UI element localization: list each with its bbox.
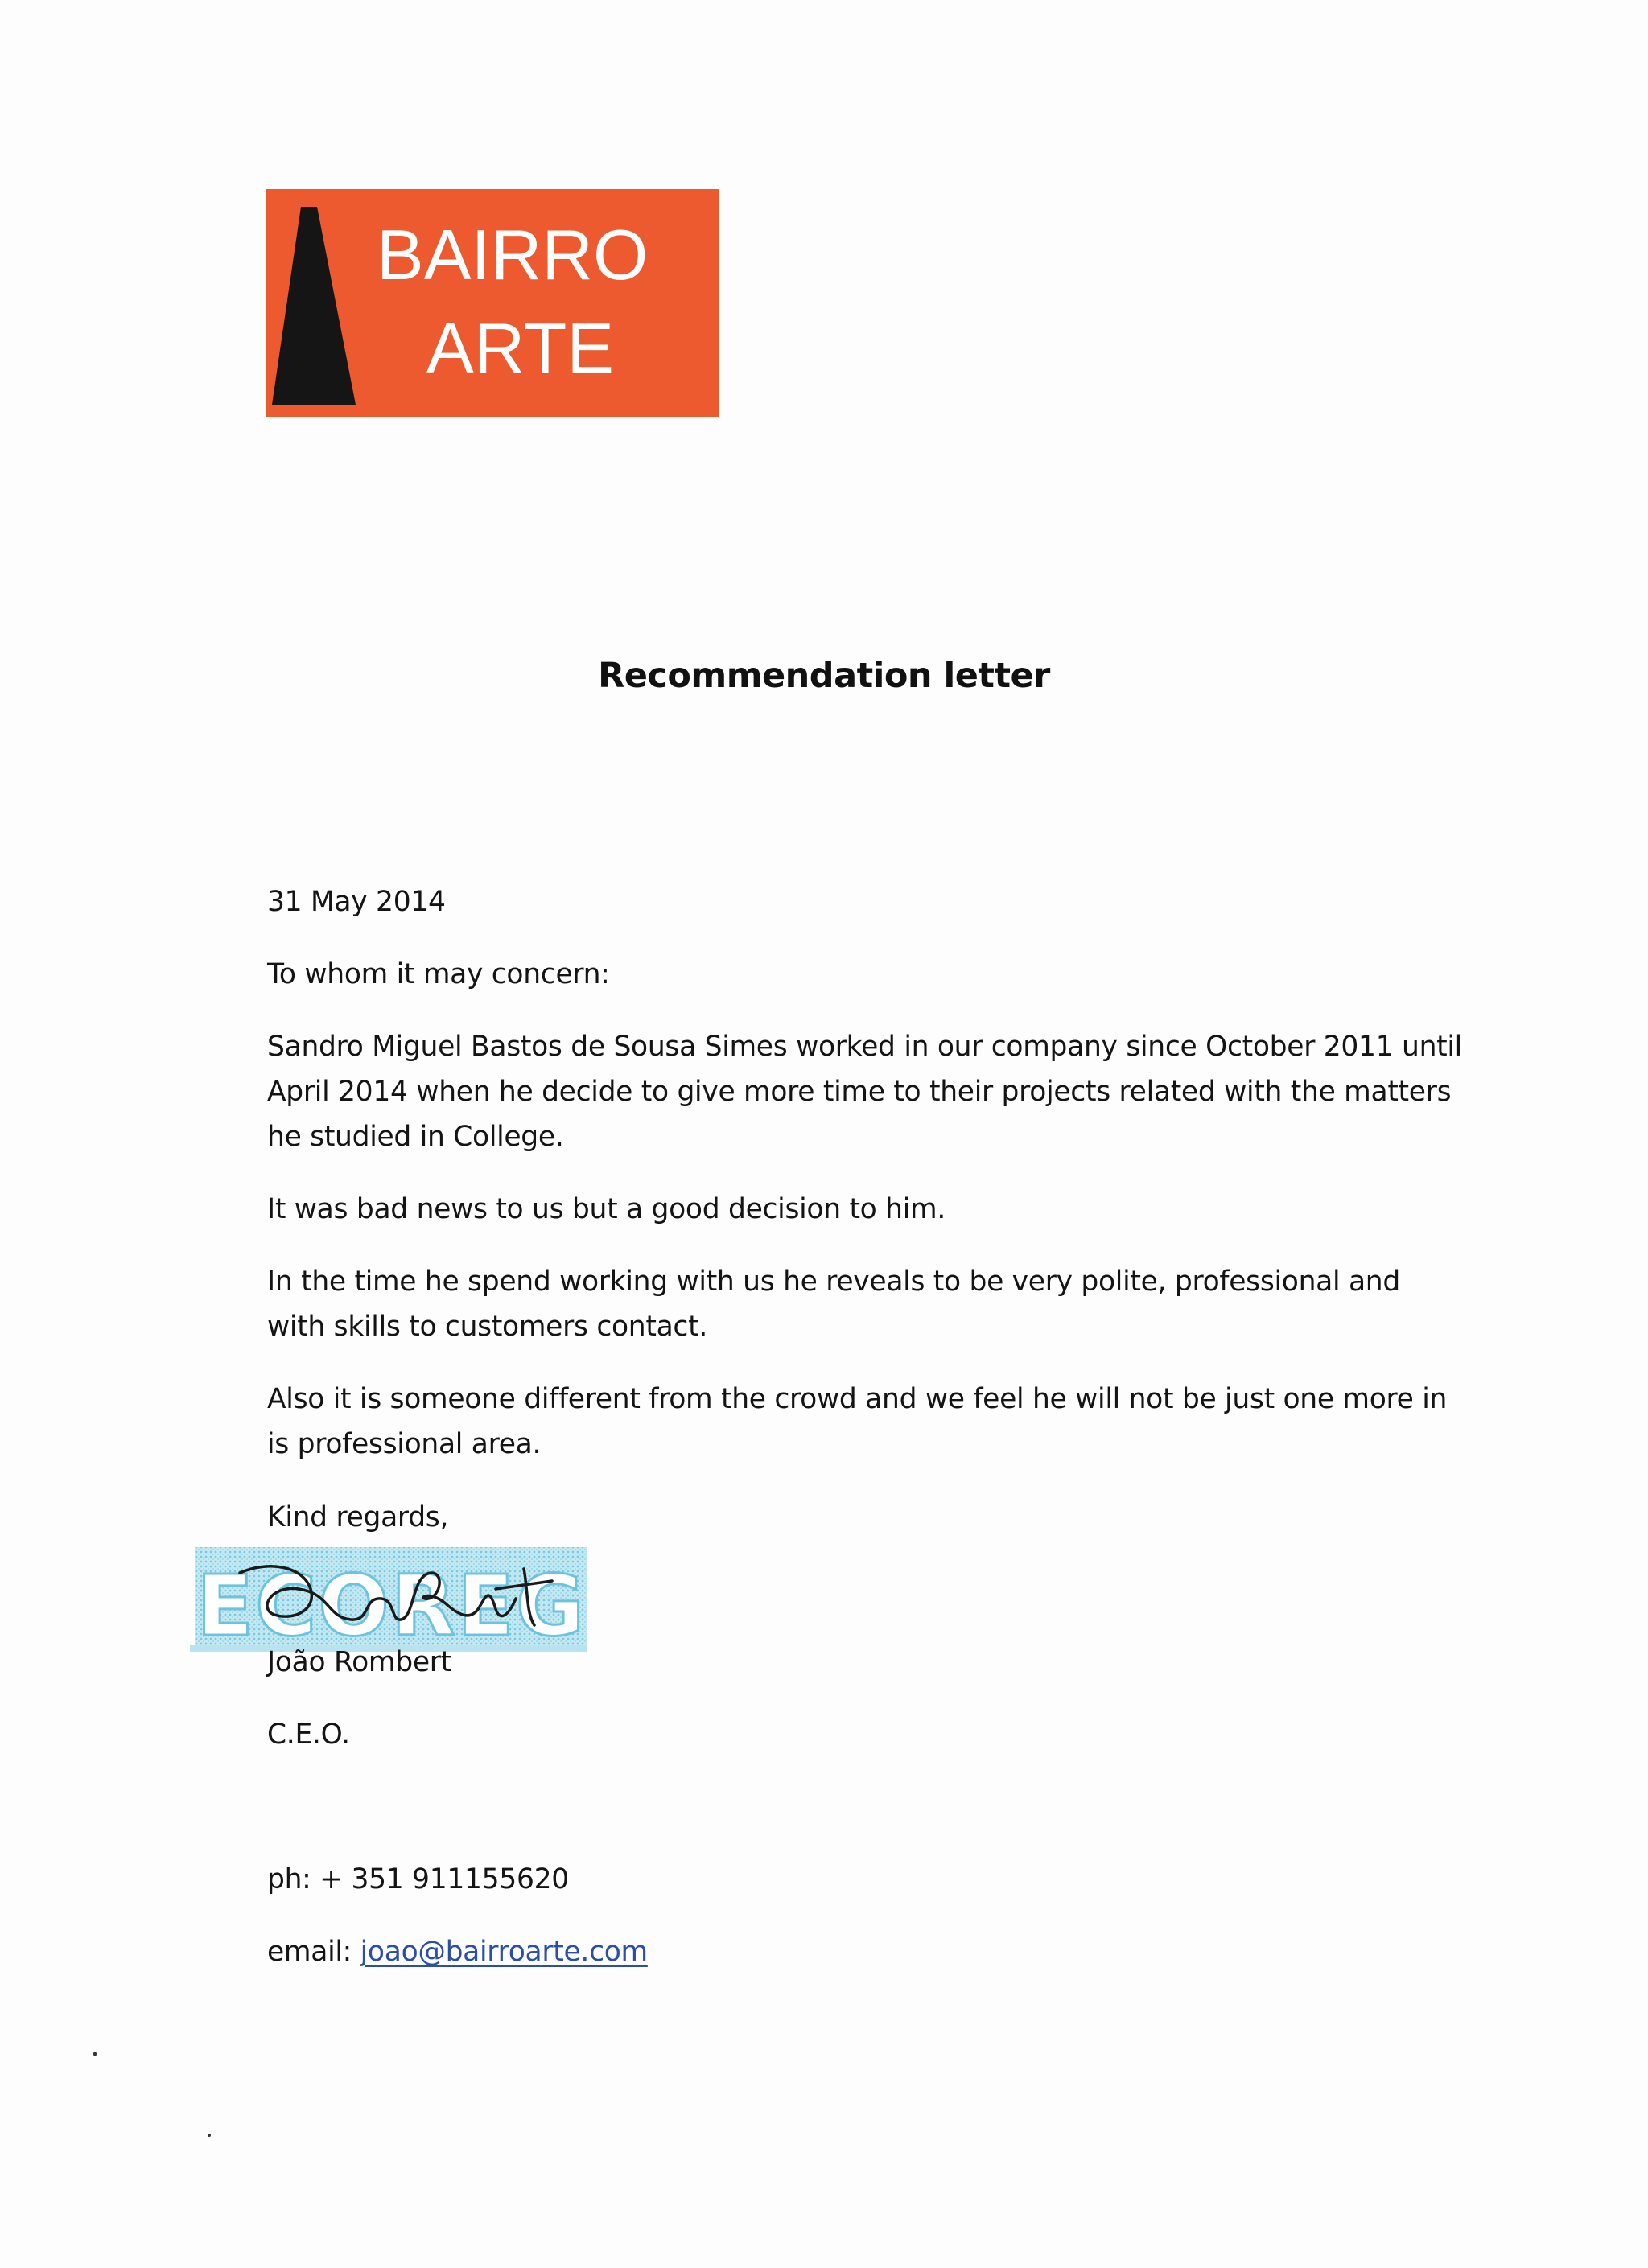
- email-label: email:: [267, 1936, 352, 1968]
- phone-line: [267, 1863, 569, 1895]
- letter-title: Recommendation letter: [598, 656, 1050, 696]
- logo-line1: BAIRRO: [377, 215, 649, 294]
- signer-name: João Rombert: [267, 1646, 451, 1678]
- company-stamp: [190, 1541, 592, 1657]
- email-line: [267, 1936, 648, 1968]
- paragraph-4-line-2: is professional area.: [267, 1428, 542, 1460]
- paragraph-2-line-1: It was bad news to us but a good decision to him.: [267, 1193, 946, 1225]
- signer-title: C.E.O.: [267, 1718, 350, 1751]
- phone-value: + 351 911155620: [319, 1863, 569, 1895]
- scan-speck: [93, 2052, 97, 2056]
- company-logo: [266, 189, 719, 417]
- paragraph-3-line-1: In the time he spend working with us he reveals to be very polite, professional and: [267, 1266, 1400, 1298]
- paragraph-1-line-1: Sandro Miguel Bastos de Sousa Simes worked in our company since October 2011 until: [267, 1031, 1462, 1063]
- salutation: To whom it may concern:: [267, 958, 610, 990]
- paragraph-3-line-2: with skills to customers contact.: [267, 1311, 707, 1343]
- phone-label: ph:: [267, 1863, 311, 1895]
- paragraph-1-line-3: he studied in College.: [267, 1121, 564, 1153]
- closing: Kind regards,: [267, 1501, 449, 1533]
- scan-speck: [208, 2134, 211, 2137]
- stamp-text: ECOREG: [196, 1557, 587, 1655]
- email-link[interactable]: joao@bairroarte.com: [360, 1936, 648, 1968]
- letter-date: 31 May 2014: [267, 886, 446, 918]
- paragraph-4-line-1: Also it is someone different from the crowd and we feel he will not be just one more in: [267, 1383, 1448, 1415]
- logo-line2: ARTE: [426, 308, 615, 388]
- paragraph-1-line-2: April 2014 when he decide to give more time to their projects related with the matters: [267, 1076, 1452, 1108]
